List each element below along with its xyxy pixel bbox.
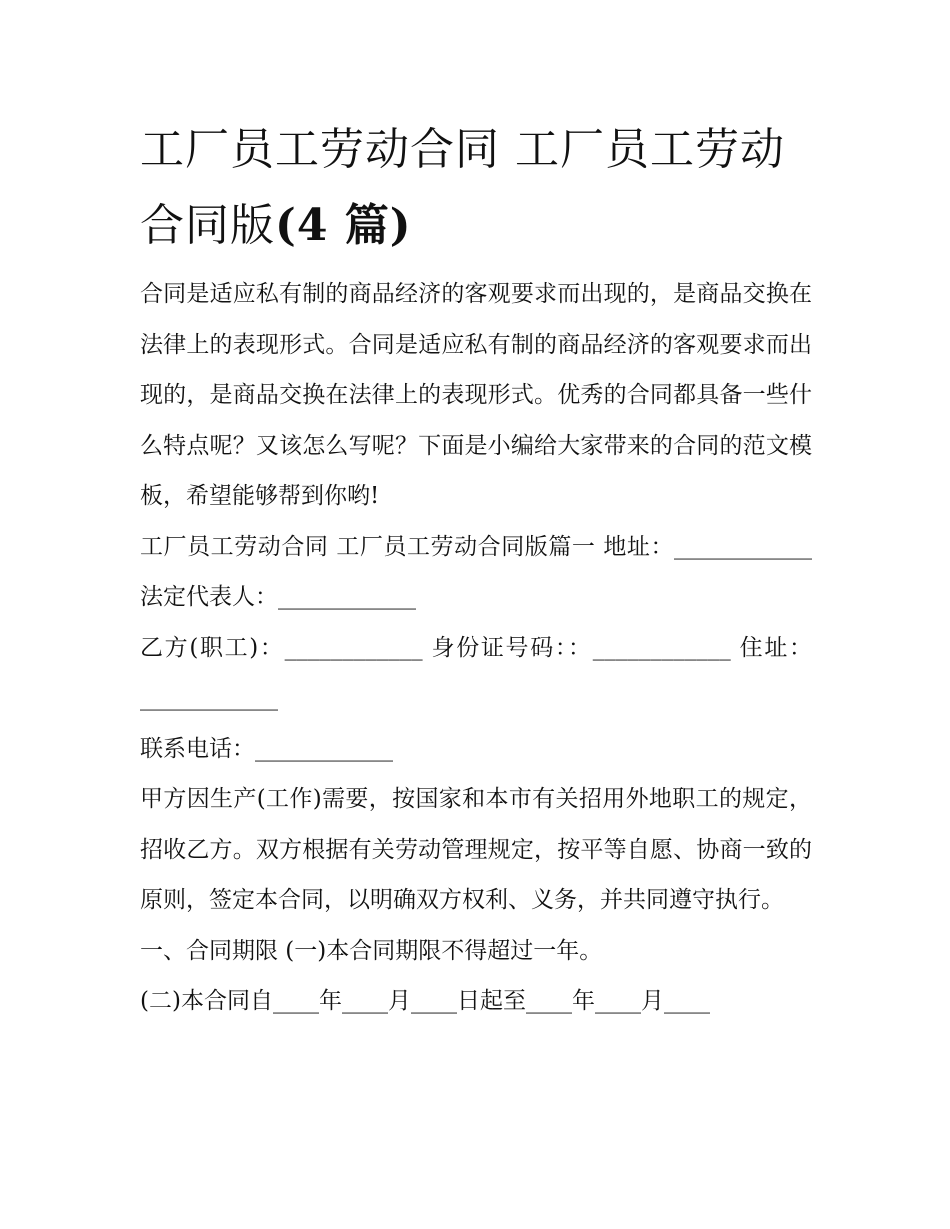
party-b-info-line: 乙方(职工)：____________ 身份证号码：：____________ 住址：____________ bbox=[140, 634, 812, 711]
title-main: 工厂员工劳动合同 工厂员工劳动合同版 bbox=[140, 124, 785, 251]
section-contract-term: 一、合同期限 (一)本合同期限不得超过一年。 bbox=[140, 937, 603, 964]
contract-date-range: (二)本合同自____年____月____日起至____年____月____ bbox=[140, 988, 710, 1014]
intro-paragraph: 合同是适应私有制的商品经济的客观要求而出现的，是商品交换在法律上的表现形式。合同是适应私有制的商品经济的客观要求而出现的，是商品交换在法律上的表现形式。优秀的合同都具备一些什么特点呢？又该怎么写呢？下面是小编给大家带来的合同的范文模板，希望能够帮到你哟! bbox=[140, 281, 812, 509]
document-title bbox=[140, 112, 812, 264]
contact-phone-line: 联系电话：____________ bbox=[140, 735, 393, 762]
title-suffix: (4 篇) bbox=[275, 200, 412, 251]
document-body bbox=[140, 112, 812, 1027]
party-a-address-line: 工厂员工劳动合同 工厂员工劳动合同版篇一 地址：____________ 法定代表人：____________ bbox=[140, 533, 812, 610]
recruitment-paragraph: 甲方因生产(工作)需要，按国家和本市有关招用外地职工的规定，招收乙方。双方根据有关劳动管理规定，按平等自愿、协商一致的原则，签定本合同，以明确双方权利、义务，并共同遵守执行。 bbox=[140, 786, 812, 913]
